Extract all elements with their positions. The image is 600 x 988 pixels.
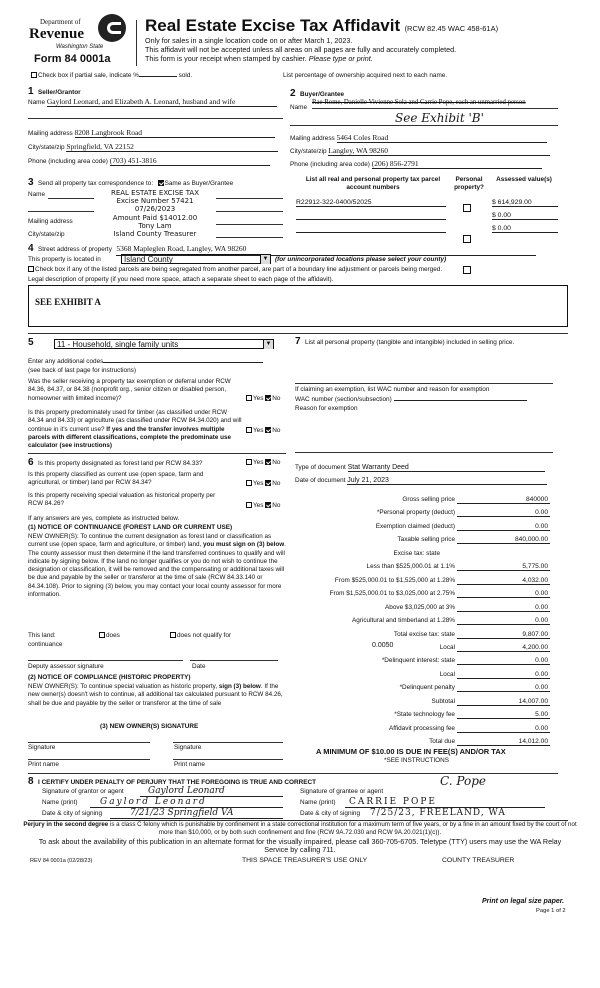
wac-field[interactable]: WAC number (section/subsection) — [295, 396, 527, 403]
tax-row — [300, 547, 550, 558]
local-rate: 0.0050 — [372, 642, 394, 649]
tax-row-label: Agricultural and timberland at 1.28% — [351, 617, 455, 625]
tax-row-value[interactable]: 5.00 — [457, 711, 550, 719]
compliance-title: (2) NOTICE OF COMPLIANCE (HISTORIC PROPERTY) — [28, 674, 191, 681]
tax-row-label: Total due — [429, 738, 455, 746]
forest-question: 6 Is this property designated as forest land per RCW 84.33? — [28, 457, 203, 468]
grantor-date-city[interactable]: 7/21/23 Springfield VA — [110, 808, 283, 819]
chevron-down-icon: ▼ — [260, 255, 270, 264]
revenue-logo-text: Revenue — [29, 26, 84, 42]
tax-row-value[interactable]: 9,807.00 — [457, 631, 550, 639]
personal-header: Personal property? — [454, 176, 484, 191]
grantee-signature[interactable]: C. Pope — [440, 774, 486, 788]
see-instructions: *SEE INSTRUCTIONS — [384, 757, 449, 764]
continuance-text: NEW OWNER(S): To continue the current designation as forest land or classification as current use (open space, farm and agriculture, or timber) land, you must sign on (3) below. The county assessor must then determine if the land transferred continues to qualify and will indicate by signing below. If the land no longer qualifies or you do not wish to continue the designation or classification, it will be removed and the compensating or additional taxes will be due and payable by the seller or transferor at the time of sale (RCW 84.33.140 or 84.34.108). Prior to signing (3) below, you may contact your local county assessor for more information. — [28, 533, 286, 599]
revision: REV 84 0001a (02/28/23) — [30, 858, 93, 864]
tax-row — [300, 587, 550, 598]
tax-row-label: Subtotal — [431, 697, 455, 705]
does-not-checkbox[interactable] — [170, 632, 176, 638]
ownership-note: List percentage of ownership acquired next to each name. — [283, 72, 448, 79]
parcel-number[interactable] — [296, 212, 446, 220]
seller-heading: 1 Seller/Grantor — [28, 86, 81, 97]
deputy-date-label: Date — [192, 663, 206, 670]
street-address-field[interactable]: 4 Street address of property 5368 Mapleglen Road, Langley, WA 98260 — [28, 241, 536, 256]
page-title: Real Estate Excise Tax Affidavit — [145, 16, 401, 35]
minimum-note: A MINIMUM OF $10.00 IS DUE IN FEE(S) AND/OR TAX — [316, 747, 506, 756]
forest-answer: Yes No — [246, 459, 280, 466]
citation: (RCW 82.45 WAC 458-61A) — [404, 24, 499, 33]
dept-label: Department of — [40, 18, 81, 26]
print-name-label[interactable]: Print name — [174, 761, 205, 768]
tax-row-label: Local — [439, 643, 455, 651]
if-yes-note: If any answers are yes, complete as instructed below. — [28, 515, 180, 522]
same-as-buyer-checkbox[interactable] — [158, 180, 164, 186]
signature-label[interactable]: Signature — [174, 744, 202, 751]
tax-row-label: Excise tax: state — [393, 549, 440, 557]
dor-logo-icon — [98, 14, 126, 42]
header-note-1: Only for sales in a single location code on or after March 1, 2023. — [145, 36, 353, 45]
current-use-question: Is this property classified as current use (open space, farm and agricultural, or timber) land per RCW 84.34? — [28, 471, 204, 487]
tax-row-value[interactable]: 0.00 — [457, 604, 550, 612]
tax-row-label: Affidavit processing fee — [389, 724, 455, 732]
tax-row-label: *Delinquent interest: state — [381, 657, 455, 665]
tax-row-label: Gross selling price — [402, 496, 455, 503]
grantor-signature[interactable]: Gaylord Leonard — [140, 786, 283, 797]
tax-row-label: Above $3,025,000 at 3% — [385, 603, 455, 611]
tax-row — [300, 735, 550, 746]
personal-checkbox[interactable] — [463, 266, 471, 274]
no-checkbox[interactable] — [265, 480, 271, 486]
grantee-date-city[interactable]: 7/25/23, FREELAND, WA — [370, 808, 506, 818]
grantor-name-label: Name (print) — [42, 799, 78, 806]
this-land-label: This land: — [28, 632, 56, 639]
yes-checkbox[interactable] — [246, 427, 252, 433]
grantee-date-label: Date & city of signing — [300, 810, 361, 817]
tax-row — [300, 506, 550, 517]
exempt-answer: Yes No — [246, 395, 280, 402]
does-not-option: does not qualify for — [170, 632, 231, 639]
parcel-number[interactable] — [296, 225, 446, 233]
corr-name-label: Name — [28, 191, 46, 198]
parcel-number[interactable]: R22912-322-0400/52025 — [296, 199, 446, 207]
tax-row-value[interactable]: 840,000.00 — [457, 536, 550, 544]
yes-checkbox[interactable] — [246, 480, 252, 486]
corr-mail-label: Mailing address — [28, 218, 73, 225]
form-number: Form 84 0001a — [34, 53, 111, 65]
tax-row-value[interactable]: 0.00 — [457, 671, 550, 679]
tax-row-label: *State technology fee — [394, 711, 455, 719]
accessibility-notice: To ask about the availability of this publication in an alternate format for the visually impaired, please call 360-705-6705. Teletype (TTY) users may use the WA Relay Service by calling 711. — [38, 837, 562, 854]
print-name-label[interactable]: Print name — [28, 761, 59, 768]
tax-row-label: *Delinquent penalty — [399, 684, 455, 692]
header-note-2: This affidavit will not be accepted unless all areas on all pages are fully and accurately completed. — [145, 45, 457, 54]
tax-row — [300, 722, 550, 733]
buyer-phone-field[interactable]: Phone (including area code) (206) 856-2791 — [290, 159, 542, 169]
no-checkbox[interactable] — [265, 395, 271, 401]
grantee-name[interactable]: CARRIE POPE — [345, 797, 545, 808]
section5-num: 5 — [28, 337, 34, 348]
tax-row — [300, 641, 550, 652]
grantee-name-label: Name (print) — [300, 799, 336, 806]
correspondence-heading: 3 Send all property tax correspondence to: Same as Buyer/Grantee — [28, 177, 234, 188]
doc-type-field[interactable]: Type of document Stat Warranty Deed — [295, 464, 545, 472]
tax-row-value[interactable]: 14,012.00 — [457, 738, 550, 746]
chevron-down-icon: ▼ — [263, 340, 273, 349]
segregated-checkbox[interactable] — [28, 266, 34, 272]
certify: 8 I CERTIFY UNDER PENALTY OF PERJURY THAT THE FOREGOING IS TRUE AND CORRECT — [28, 776, 317, 787]
tax-row — [300, 574, 550, 585]
buyer-city-field[interactable]: City/state/zip Langley, WA 98260 — [290, 146, 550, 156]
exempt-question: Was the seller receiving a property tax exemption or deferral under RCW 84.36, 84.37, or 84.38 (nonprofit org., senior citizen or disabled person, homeowner with limited income)? — [28, 378, 231, 402]
assessed-header: Assessed value(s) — [496, 176, 552, 183]
doc-date-field[interactable]: Date of document July 21, 2023 — [295, 477, 547, 485]
tax-row — [300, 493, 550, 504]
grantor-signature-label: Signature of grantor or agent — [42, 788, 124, 795]
assessed-value[interactable]: $ 0.00 — [492, 225, 558, 233]
tax-row-value[interactable]: 4,032.00 — [457, 577, 550, 585]
tax-row — [300, 681, 550, 692]
timber-question: Is this property predominately used for timber (as classified under RCW 84.34 and 84.33) or agriculture (as classified under RCW 84.34.020) and will continue in it's current use? If yes and the transfer involves multiple parcels with different classifications, complete the predominate use calculator (see instructions) — [28, 409, 242, 450]
located-label: This property is located in — [28, 256, 101, 263]
exemption-label: If claiming an exemption, list WAC number and reason for exemption — [295, 386, 490, 393]
legal-label: Legal description of property (if you need more space, attach a separate sheet to each page of the affidavit). — [28, 276, 334, 283]
tax-row-value[interactable]: 0.00 — [457, 684, 550, 692]
tax-row — [300, 601, 550, 612]
new-owner-signature-title: (3) NEW OWNER(S) SIGNATURE — [100, 723, 199, 730]
tax-row-value[interactable]: 0.00 — [457, 590, 550, 598]
county-note: (for unincorporated locations please select your county) — [275, 256, 447, 263]
tax-row — [300, 708, 550, 719]
historic-question: Is this property receiving special valuation as historical property per RCW 84.26? — [28, 492, 216, 508]
grantor-date-label: Date & city of signing — [42, 810, 103, 817]
segregated: Check box if any of the listed parcels are being segregated from another parcel, are part of a boundary line adjustment or parcels being merged. — [28, 266, 442, 273]
additional-codes[interactable]: Enter any additional codes — [28, 358, 263, 365]
tax-row-value[interactable]: 4,200.00 — [457, 644, 550, 652]
signature-label[interactable]: Signature — [28, 744, 56, 751]
compliance-text: NEW OWNER(S): To continue special valuation as historic property, sign (3) below. If the new owner(s) doesn't wish to continue, all additional tax calculated pursuant to RCW 84.26, shall be due and payable by the seller or transferor at the time of sale — [28, 683, 283, 707]
does-checkbox[interactable] — [99, 632, 105, 638]
partial-sale: Check box if partial sale, indicate % sold. — [31, 72, 192, 79]
treasurer-use-only: THIS SPACE TREASURER'S USE ONLY — [242, 857, 368, 864]
assessed-value[interactable]: $ 0.00 — [492, 212, 558, 220]
grantor-name[interactable]: Gaylord Leonard — [90, 797, 283, 808]
continuance-label: continuance — [28, 641, 63, 648]
tax-row-value[interactable]: 0.00 — [457, 523, 550, 531]
page-number: Page 1 of 2 — [536, 908, 566, 914]
seller-mail-field[interactable]: Mailing address 8208 Langbrook Road — [28, 128, 275, 138]
codes-note: (see back of last page for instructions) — [28, 367, 136, 374]
tax-row — [300, 695, 550, 706]
tax-row-label: Local — [439, 670, 455, 678]
personal-property-label: 7 List all personal property (tangible and intangible) included in selling price. — [295, 336, 515, 347]
header-divider — [136, 20, 137, 66]
yes-checkbox[interactable] — [246, 395, 252, 401]
personal-checkbox[interactable] — [463, 204, 471, 212]
buyer-heading: 2 Buyer/Grantee — [290, 88, 345, 99]
land-use-select[interactable]: 11 - Household, single family units ▼ — [54, 339, 274, 349]
tax-row — [300, 654, 550, 665]
seller-phone-field[interactable]: Phone (including area code) (703) 451-3816 — [28, 156, 270, 166]
yes-checkbox[interactable] — [246, 459, 252, 465]
tax-row-label: Total excise tax: state — [393, 630, 455, 638]
buyer-mail-field[interactable]: Mailing address 5464 Coles Road — [290, 133, 547, 143]
does-option: does — [99, 632, 120, 639]
seller-name-field[interactable]: Name Gaylord Leonard, and Elizabeth A. Leonard, husband and wife — [28, 97, 277, 107]
no-checkbox[interactable] — [265, 502, 271, 508]
tax-row-value[interactable]: 0.00 — [457, 509, 550, 517]
county-select[interactable]: Island County ▼ — [121, 254, 271, 264]
tax-row-value[interactable]: 0.00 — [457, 617, 550, 625]
partial-sale-checkbox[interactable] — [31, 72, 37, 78]
tax-row-label: *Personal property (deduct) — [376, 509, 455, 517]
tax-row-value[interactable]: 14,007.00 — [457, 698, 550, 706]
tax-row — [300, 520, 550, 531]
current-use-answer: Yes No — [246, 480, 280, 487]
no-checkbox[interactable] — [265, 427, 271, 433]
reason-label: Reason for exemption — [295, 405, 358, 412]
no-checkbox[interactable] — [265, 459, 271, 465]
seller-city-field[interactable]: City/state/zip Springfield, VA 22152 — [28, 142, 278, 152]
tax-row — [300, 560, 550, 571]
tax-row — [300, 628, 550, 639]
buyer-name-label: Name — [290, 104, 308, 111]
washington-state: Washington State — [56, 44, 104, 50]
perjury-notice: Perjury in the second degree is a class C felony which is punishable by confinement in a state correctional institution for a maximum term of five years, or by a fine in an amount fixed by the court of not more than $10,000, or by both such confinement and fine (RCW 9A.72.030 and RCW 9A.20.021(1)(c)). — [23, 821, 577, 836]
tax-row-value[interactable]: 0.00 — [457, 725, 550, 733]
tax-row-label: From $525,000.01 to $1,525,000 at 1.28% — [334, 576, 455, 584]
grantee-signature-label: Signature of grantee or agent — [300, 788, 384, 795]
tax-row-value[interactable]: 840000 — [457, 496, 550, 504]
corr-city-label: City/state/zip — [28, 231, 65, 238]
county-treasurer: COUNTY TREASURER — [442, 857, 515, 864]
treasurer-stamp: REAL ESTATE EXCISE TAX Excise Number 57421 07/26/2023 Amount Paid $14012.00 Tony Lam Island County Treasurer — [110, 189, 200, 239]
tax-row-value[interactable]: 5,775.00 — [457, 563, 550, 571]
tax-row — [300, 533, 550, 544]
deputy-signature-label: Deputy assessor signature — [28, 663, 104, 670]
tax-row-label: Less than $525,000.01 at 1.1% — [366, 563, 455, 571]
parcel-header: List all real and personal property tax parcel account numbers — [305, 176, 441, 191]
legal-description-box[interactable]: SEE EXHIBIT A — [28, 285, 568, 327]
tax-row-label: From $1,525,000.01 to $3,025,000 at 2.75% — [329, 590, 455, 598]
assessed-value[interactable]: $ 614,929.00 — [492, 199, 558, 207]
historic-answer: Yes No — [246, 502, 280, 509]
yes-checkbox[interactable] — [246, 502, 252, 508]
buyer-name-handwritten: See Exhibit 'B' — [395, 111, 484, 125]
continuance-title: (1) NOTICE OF CONTINUANCE (FOREST LAND OR CURRENT USE) — [28, 524, 233, 531]
tax-row-value[interactable]: 0.00 — [457, 657, 550, 665]
timber-answer: Yes No — [246, 427, 280, 434]
buyer-name-struck: Rae Rome, Danielle Vivienne Sola and Carrie Pope, each an unmarried person — [312, 99, 526, 106]
header-note-3: This form is your receipt when stamped by cashier. Please type or print. — [145, 54, 373, 63]
tax-row — [300, 668, 550, 679]
tax-row — [300, 614, 550, 625]
tax-row-label: Taxable selling price — [397, 536, 455, 544]
legal-paper-note: Print on legal size paper. — [482, 898, 565, 905]
tax-row-label: Exemption claimed (deduct) — [375, 522, 455, 530]
